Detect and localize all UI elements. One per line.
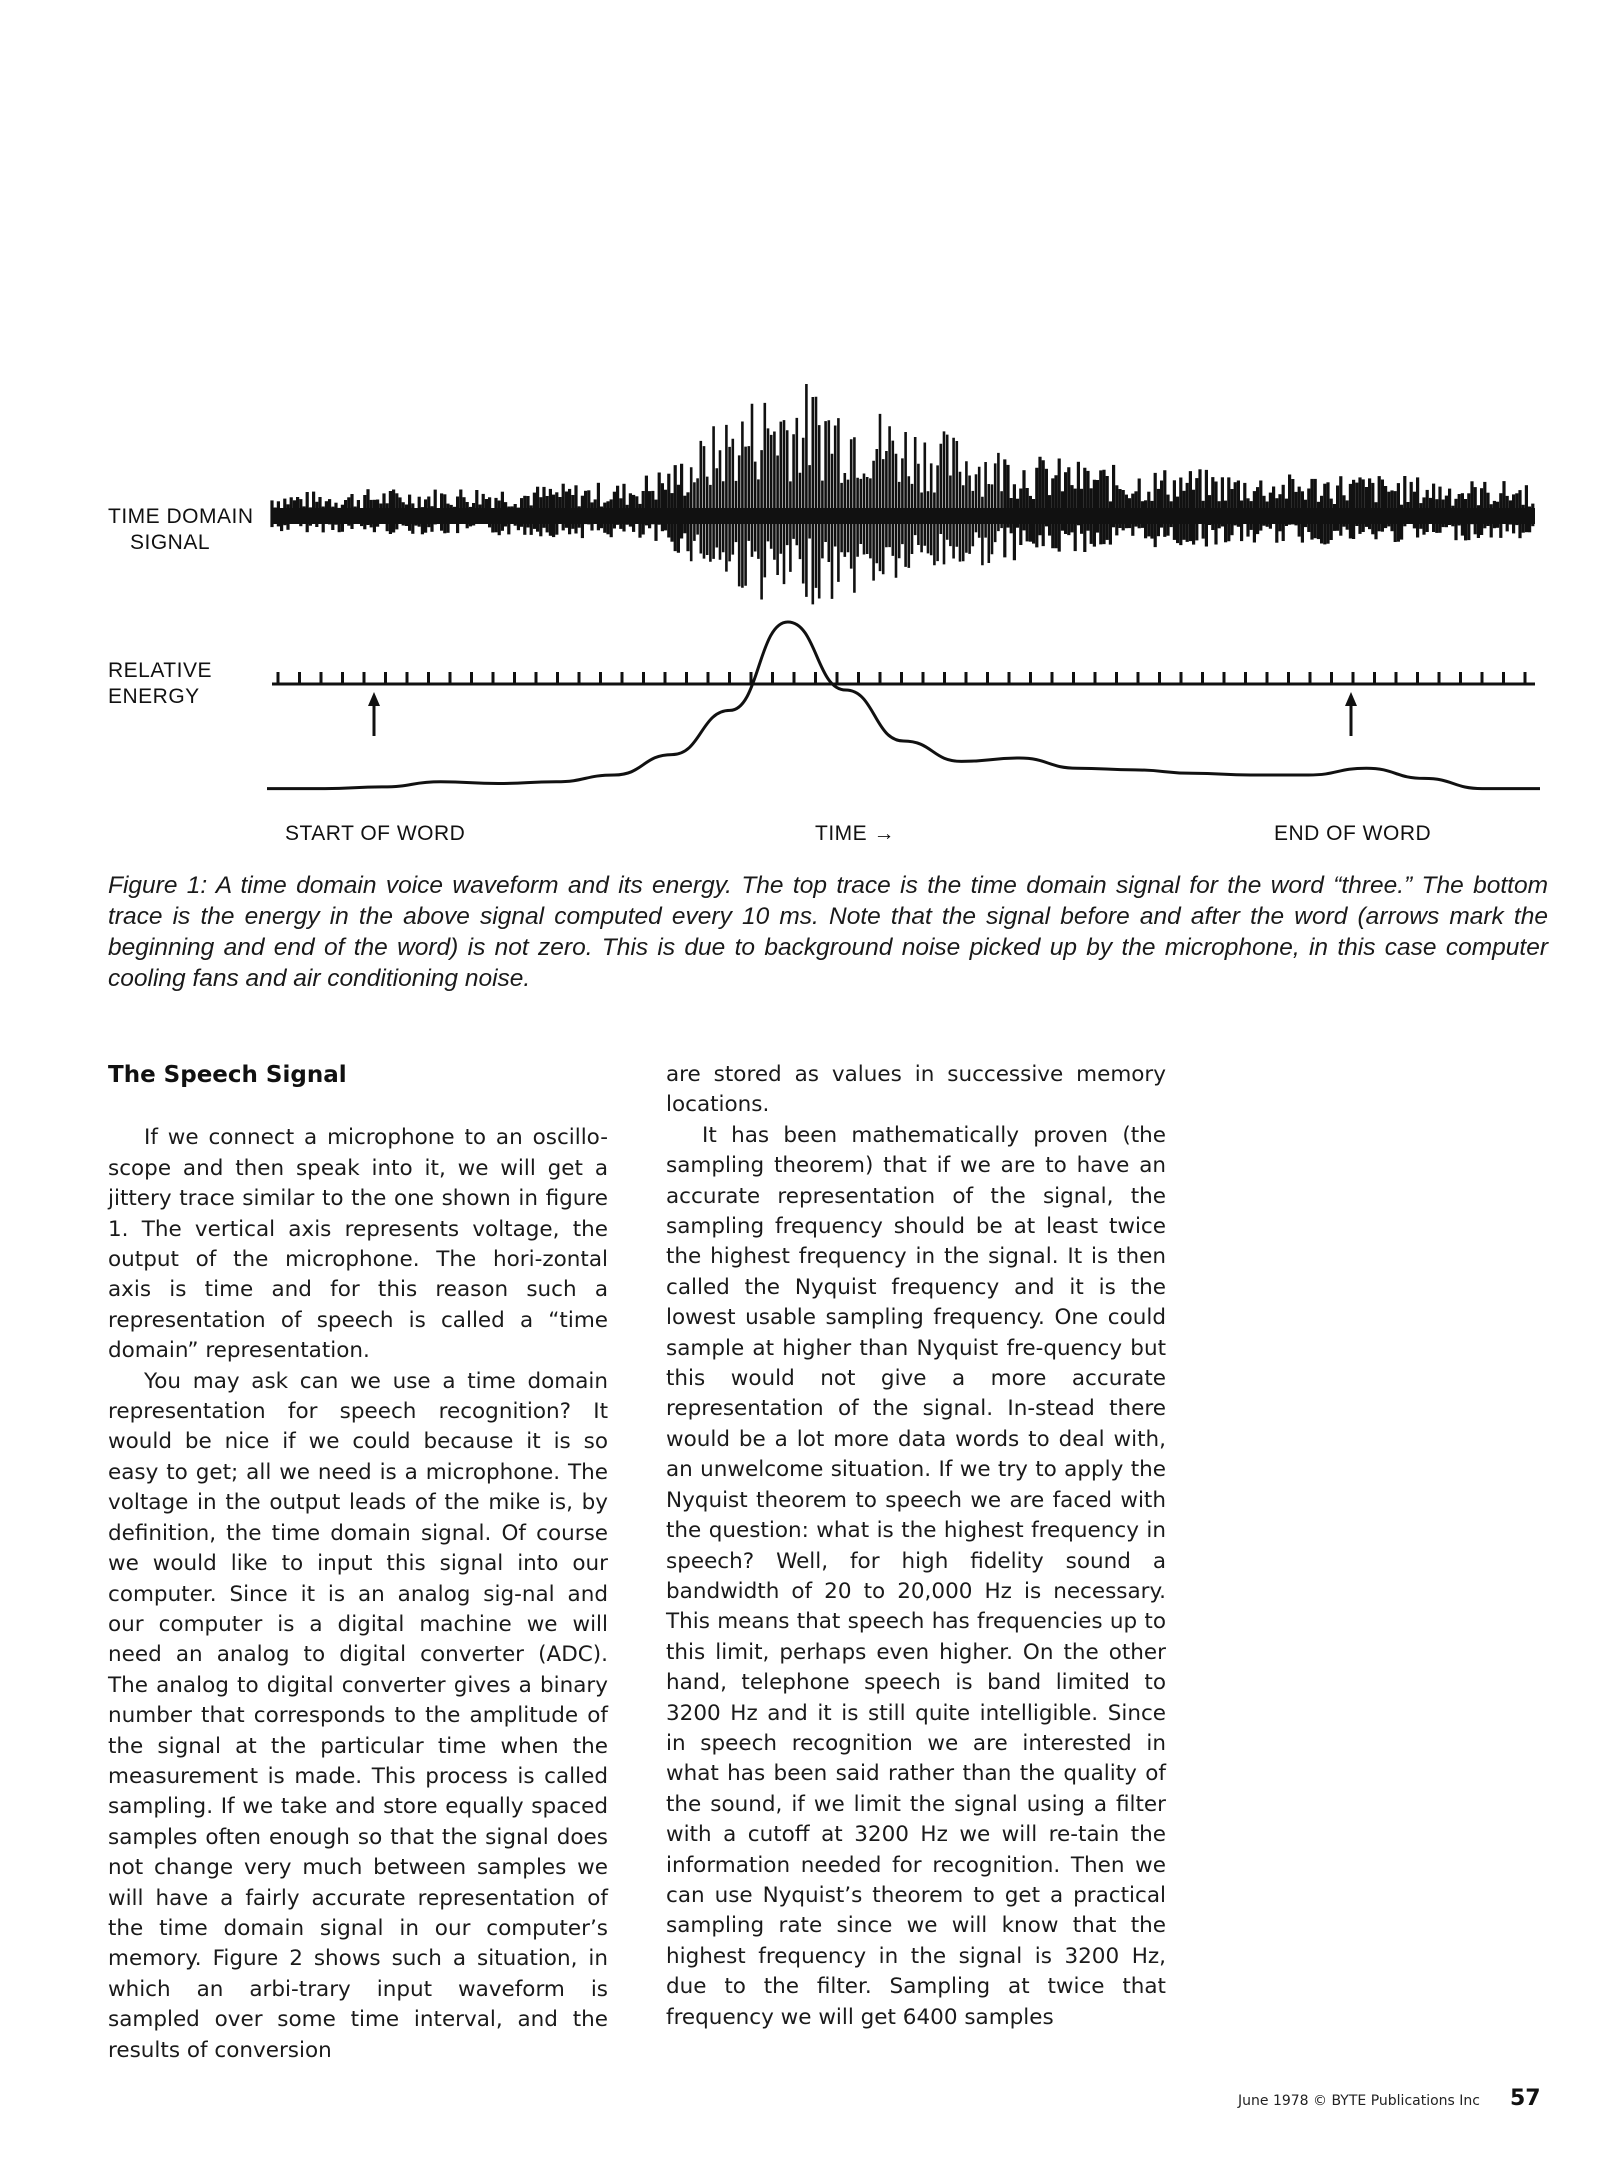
time-domain-label: [108, 504, 254, 556]
relative-energy-label-line1: RELATIVE: [108, 659, 212, 682]
time-axis-label: TIME →: [815, 822, 895, 845]
start-of-word-label: START OF WORD: [285, 822, 466, 845]
start-of-word-arrow: [368, 692, 380, 736]
article-left-column: [108, 1060, 608, 2066]
paragraph: If we connect a microphone to an oscillo-scope and then speak into it, we will get a jittery trace similar to the one shown in figure 1. The vertical axis represents voltage, the output of the microphone. The hori-zontal axis is time and for this reason such a representation of speech is called a “time domain” representation.: [108, 1125, 608, 1364]
section-heading: The Speech Signal: [108, 1062, 347, 1088]
paragraph: It has been mathematically proven (the sampling theorem) that if we are to have an accurate representation of the signal, the sampling frequency should be at least twice the highest frequency in the signal. It is then called the Nyquist frequency and it is the lowest usable sampling frequency. One could sample at higher than Nyquist fre-quency but this would not give a more accurate representation of the signal. In-stead there would be a lot more data words to deal with, an unwelcome situation. If we try to apply the Nyquist theorem to speech we are faced with the question: what is the highest frequency in speech? Well, for high fidelity sound a bandwidth of 20 to 20,000 Hz is necessary. This means that speech has frequencies up to this limit, perhaps even higher. On the other hand, telephone speech is band limited to 3200 Hz and it is still quite intelligible. Since in speech recognition we are interested in what has been said rather than the quality of the sound, if we limit the signal using a filter with a cutoff at 3200 Hz we will re-tain the information needed for recognition. Then we can use Nyquist’s theorem to get a practical sampling rate since we will know that the highest frequency in the signal is 3200 Hz, due to the filter. Sampling at twice that frequency we will get 6400 samples: [666, 1122, 1166, 2030]
signal-baseline: [272, 508, 1535, 524]
end-of-word-arrow: [1345, 692, 1357, 736]
end-of-word-label: END OF WORD: [1274, 822, 1432, 845]
paragraph: are stored as values in successive memory locations.: [666, 1062, 1166, 1118]
article-right-column: [666, 1060, 1166, 2033]
time-domain-label-line1: TIME DOMAIN: [108, 505, 254, 528]
page-number: 57: [1510, 2086, 1541, 2111]
paragraph: You may ask can we use a time domain representation for speech recognition? It would be nice if we could because it is so easy to get; all we need is a microphone. The voltage in the output leads of the mike is, by definition, the time domain signal. Of course we would like to input this signal into our computer. Since it is an analog sig-nal and our computer is a digital machine we will need an analog to digital converter (ADC). The analog to digital converter gives a binary number that corresponds to the amplitude of the signal at the particular time when the measurement is made. This process is called sampling. If we take and store equally spaced samples often enough so that the signal does not change very much between samples we will have a fairly accurate representation of the time domain signal in our computer’s memory. Figure 2 shows such a situation, in which an arbi-trary input waveform is sampled over some time interval, and the results of conversion: [108, 1368, 608, 2063]
relative-energy-label-line2: ENERGY: [108, 685, 200, 708]
time-domain-signal-trace: [272, 384, 1535, 604]
time-domain-label-line2: SIGNAL: [130, 531, 211, 554]
publication-info: June 1978 © BYTE Publications Inc: [1238, 2093, 1480, 2109]
relative-energy-label: [108, 658, 212, 710]
figure-caption: Figure 1: A time domain voice waveform and its energy. The top trace is the time domain signal for the word “three.” The bottom trace is the energy in the above signal computed every 10 ms. Note that the signal before and after the word (arrows mark the beginning and end of the word) is not zero. This is due to background noise picked up by the microphone, in this case computer cooling fans and air conditioning noise.: [108, 872, 1548, 992]
energy-frame-ticks: [272, 672, 1535, 684]
figure-1-waveform-plot: [0, 0, 1622, 860]
